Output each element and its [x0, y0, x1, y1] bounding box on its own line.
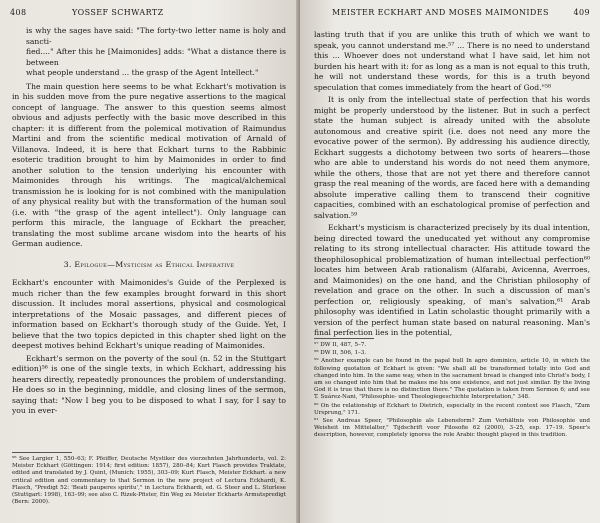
- paragraph: Eckhart's mysticism is characterized precisely by its dual intention, being directed toward the uneducated yet without any compromise relating to its strong intellectual character. His attitude toward the theophilosophical problematization of human intellectual perfection⁶⁰ locates him between Arab rationalism (Alfarabi, Avicenna, Averroes, and Maimonides) on the one hand, and the Christian philosophy of revelation and grace on the other. In such a discussion of man's perfection or, religiously speaking, of man's salvation,⁶¹ Arab philosophy was identified in Latin scholastic thought primarily with a version of the perfect human state based on natural reasoning. Man's final perfection lies in the potential,: [314, 223, 590, 337]
- footnote-rule: [314, 338, 374, 339]
- footnote-rule: [12, 452, 72, 453]
- left-body-text: [12, 26, 286, 419]
- quote-block: [26, 26, 286, 79]
- right-footnotes: [314, 338, 590, 441]
- footnote: ⁵⁷ DW II, 487, 5–7.: [314, 342, 367, 348]
- footnote: ⁵⁶ See Largier 1, 550–63; F. Pfeiffer, Deutsche Mystiker des vierzehnten Jahrhunderts, vol. 2: Meister Eckhart (Göttingen: 1914; first edition: 1857), 280–84; Kurt Flasch provides Traktate, edited and translated by J. Quint, (Munich: 1955), 303–09; Kurt Flasch, Meister Eckhart. a new critical edition and commentary to that Sermon in the new project of Lectura Eckhardi, K. Flasch, "Predigt 52: 'Beati pauperes spiritu'," in Lectura Eckhardi, ed. G. Steer and L. Sturlese (Stuttgart: 1998), 163–99; see also C. Rizek-Pfister, Ein Weg zu Meister Eckharts Armutspredigt (Bern: 2000).: [12, 456, 286, 506]
- paragraph: The main question here seems to be what Eckhart's motivation is in his sudden move from the pure negative assertions to the magical concept of language. The answer to this question seems almost obvious and adjusts perfectly with the basic move described in this chapter: it is different from the polemical motivation of Raimundus Martini and from the scientific medical motivation of Arnald of Villanova. Indeed, it is here that Eckhart turns to the Rabbinic esoteric tradition brought to him by Maimonides in order to find another solution to the tension underlying his encounter with Maimonides through his writings. The magical/alchemical transmission he is looking for is not combined with the manipulation of any physical reality but with the transformation of the human soul (i.e. with "the grasp of the agent intellect"). Only language can perform this miracle, the language of Eckhart the preacher, translating the most sublime arcane wisdom into the hearts of his German audience.: [12, 81, 286, 248]
- running-head-title: MEISTER ECKHART AND MOSES MAIMONIDES: [332, 8, 549, 17]
- running-head-author: YOSSEF SCHWARTZ: [72, 8, 164, 17]
- right-page: [300, 0, 600, 523]
- left-footnotes: [12, 452, 286, 507]
- footnote: ⁶¹ See Andreas Speer, "Philosophie als Lebensform? Zum Verhältnis von Philosophie und Weisheit im Mittelalter," Tijdschrift voor Filosofie 62 (2000), 3–25, esp. 17–19. Speer's description, however, completely ignores the role Arabic thought played in this tradition.: [314, 418, 590, 439]
- paragraph: It is only from the intellectual state of perfection that his words might be properly understood by the listener. But in such a perfect state the human subject is already united with the absolute autonomous and creative spirit (i.e. does not need any more the evocative power of the sermon). By addressing his audience directly, Eckhart suggests a dichotomy between two sorts of hearers—those who are able to understand his words do not need them anymore, while the others, those that are not yet there and therefore cannot grasp the real meaning of the words, are faced here with a demanding absolute imperative calling them to transcend their cognitive capacities, combined with an eschatological promise of perfection and salvation.⁵⁹: [314, 95, 590, 220]
- quote-line: what people understand ... the grasp of the Agent Intellect.": [26, 68, 259, 77]
- footnote: ⁵⁹ Another example can be found in the papal bull In agro dominico, article 10, in which the following quotation of Eckhart is given: "We shall all be transformed totally into God and changed into him. In the same way, when in the sacrament bread is changed into Christ's body, I am so changed into him that he makes me his one existence, and not just similar. By the living God it is true that there is no distinction there." The quotation is taken from Sermon 6; and see T. Suárez-Nani, "Philosophie- und Theologiegeschichte Interpretation," 348.: [314, 358, 590, 401]
- footnote: ⁶⁰ On the relationship of Eckhart to Dietrich, especially in the recent context see Flasch, "Zum Ursprung," 171.: [314, 402, 590, 416]
- page-number-right: 409: [573, 8, 590, 17]
- paragraph: Eckhart's encounter with Maimonides's Guide of the Perplexed is much richer than the few examples brought forward in this short discussion. It includes moral assertions, physical and cosmological interpretations of the Mosaic passages, and different pieces of information based on Eckhart's thorough study of the Guide. Yet, I believe that the two topics depicted in this chapter shed light on the deepest motives behind Eckhart's unique reading of Maimonides.: [12, 278, 286, 350]
- paragraph: lasting truth that if you are unlike this truth of which we want to speak, you cannot understand me.⁵⁷ ... There is no need to understand this ... Whoever does not understand what I have said, let him not burden his heart with it: for as long as a man is not equal to this truth, he will not understand these words, for this is a truth beyond speculation that comes immediately from the heart of God."⁵⁸: [314, 30, 590, 92]
- right-body-text: [314, 30, 590, 341]
- left-page: [0, 0, 298, 523]
- paragraph: Eckhart's sermon on the poverty of the soul (n. 52 in the Stuttgart edition)⁵⁶ is one of the single texts, in which Eckhart, addressing his hearers directly, repeatedly pronounces the problem of understanding. He does so in the beginning, middle, and closing lines of the sermon, saying that: "Now I beg you to be disposed to what I say, for I say to you in ever-: [12, 353, 286, 415]
- page-number-left: 408: [10, 8, 27, 17]
- quote-line: fied...." After this he [Maimonides] adds: "What a distance there is between: [26, 47, 286, 67]
- quote-line: is why the sages have said: "The forty-two letter name is holy and sancti-: [26, 26, 286, 46]
- footnote: ⁵⁸ DW II, 506, 1–3.: [314, 350, 367, 357]
- section-heading: 3. Epilogue—Mysticism as Ethical Imperative: [63, 259, 235, 269]
